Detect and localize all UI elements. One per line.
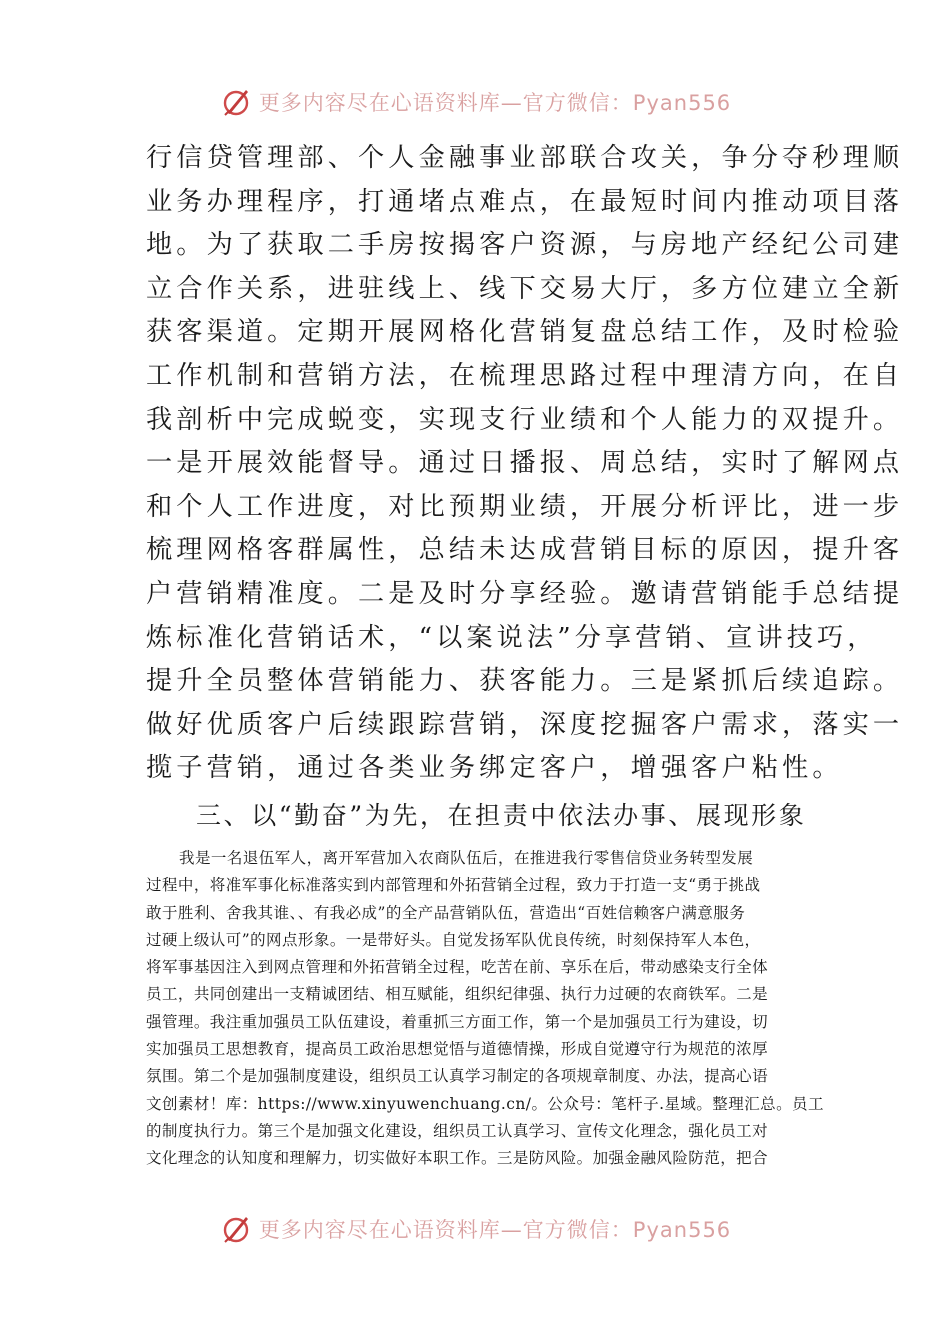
text-line: 揽子营销，通过各类业务绑定客户，增强客户粘性。 (146, 753, 843, 784)
text-line: 的制度执行力。第三个是加强文化建设，组织员工认真学习、宣传文化理念，强化员工对 (146, 1121, 769, 1140)
body-paragraph-small (146, 845, 824, 1173)
quill-logo-icon (219, 1212, 253, 1246)
text-line: 一是开展效能督导。通过日播报、周总结，实时了解网点 (146, 448, 904, 479)
text-line: 获客渠道。定期开展网格化营销复盘总结工作，及时检验 (146, 317, 904, 348)
text-line: 文化理念的认知度和理解力，切实做好本职工作。三是防风险。加强金融风险防范，把合 (146, 1149, 769, 1168)
text-line: 实加强员工思想教育，提高员工政治思想觉悟与道德情操，形成自觉遵守行为规范的浓厚 (146, 1040, 769, 1059)
text-line: 敢于胜利、舍我其谁、、有我必成”的全产品营销队伍，营造出“百姓信赖客户满意服务 (146, 903, 746, 922)
header-watermark-banner (0, 80, 950, 124)
text-line: 将军事基因注入到网点管理和外拓营销全过程，吃苦在前、享乐在后，带动感染支行全体 (146, 958, 769, 977)
section-heading: 三、以“勤奋”为先，在担责中依法办事、展现形象 (196, 801, 807, 830)
text-line: 户营销精准度。二是及时分享经验。邀请营销能手总结提 (146, 578, 904, 609)
text-line: 过程中，将准军事化标准落实到内部管理和外拓营销全过程，致力于打造一支“勇于挑战 (146, 876, 761, 895)
body-paragraph-large (146, 137, 904, 791)
quill-logo-icon (219, 85, 253, 119)
text-line: 提升全员整体营销能力、获客能力。三是紧抓后续追踪。 (146, 666, 904, 697)
footer-watermark-text: 更多内容尽在心语资料库—官方微信：Pyan556 (258, 1218, 732, 1242)
text-line: 氛围。第二个是加强制度建设，组织员工认真学习制定的各项规章制度、办法，提高心语 (146, 1067, 769, 1086)
text-line: 我是一名退伍军人，离开军营加入农商队伍后，在推进我行零售信贷业务转型发展 (179, 849, 754, 867)
text-line: 梳理网格客群属性，总结未达成营销目标的原因，提升客 (146, 535, 904, 566)
footer-watermark-banner (0, 1207, 950, 1251)
text-line: 炼标准化营销话术，“以案说法”分享营销、宣讲技巧， (146, 622, 878, 653)
text-line: 我剖析中完成蜕变，实现支行业绩和个人能力的双提升。 (146, 404, 904, 435)
text-line: 强管理。我注重加强员工队伍建设，着重抓三方面工作，第一个是加强员工行为建设，切 (146, 1012, 769, 1031)
text-line: 业务办理程序，打通堵点难点，在最短时间内推动项目落 (146, 186, 904, 217)
header-watermark-text: 更多内容尽在心语资料库—官方微信：Pyan556 (258, 91, 732, 115)
text-line: 过硬上级认可”的网点形象。一是带好头。自觉发扬军队优良传统，时刻保持军人本色， (146, 930, 761, 949)
text-line: 和个人工作进度，对比预期业绩，开展分析评比，进一步 (146, 491, 904, 522)
text-line: 做好优质客户后续跟踪营销，深度挖掘客户需求，落实一 (146, 709, 904, 740)
text-line: 工作机制和营销方法，在梳理思路过程中理清方向，在自 (146, 360, 904, 391)
text-line: 地。为了获取二手房按揭客户资源，与房地产经纪公司建 (146, 230, 904, 261)
text-line: 文创素材！库：https://www.xinyuwenchuang.cn/。公众号：笔杆子.星域。整理汇总。员工 (146, 1094, 824, 1113)
text-line: 员工，共同创建出一支精诚团结、相互赋能，组织纪律强、执行力过硬的农商铁军。二是 (146, 985, 769, 1004)
text-line: 行信贷管理部、个人金融事业部联合攻关，争分夺秒理顺 (146, 143, 904, 173)
text-line: 立合作关系，进驻线上、线下交易大厅，多方位建立全新 (146, 273, 904, 304)
